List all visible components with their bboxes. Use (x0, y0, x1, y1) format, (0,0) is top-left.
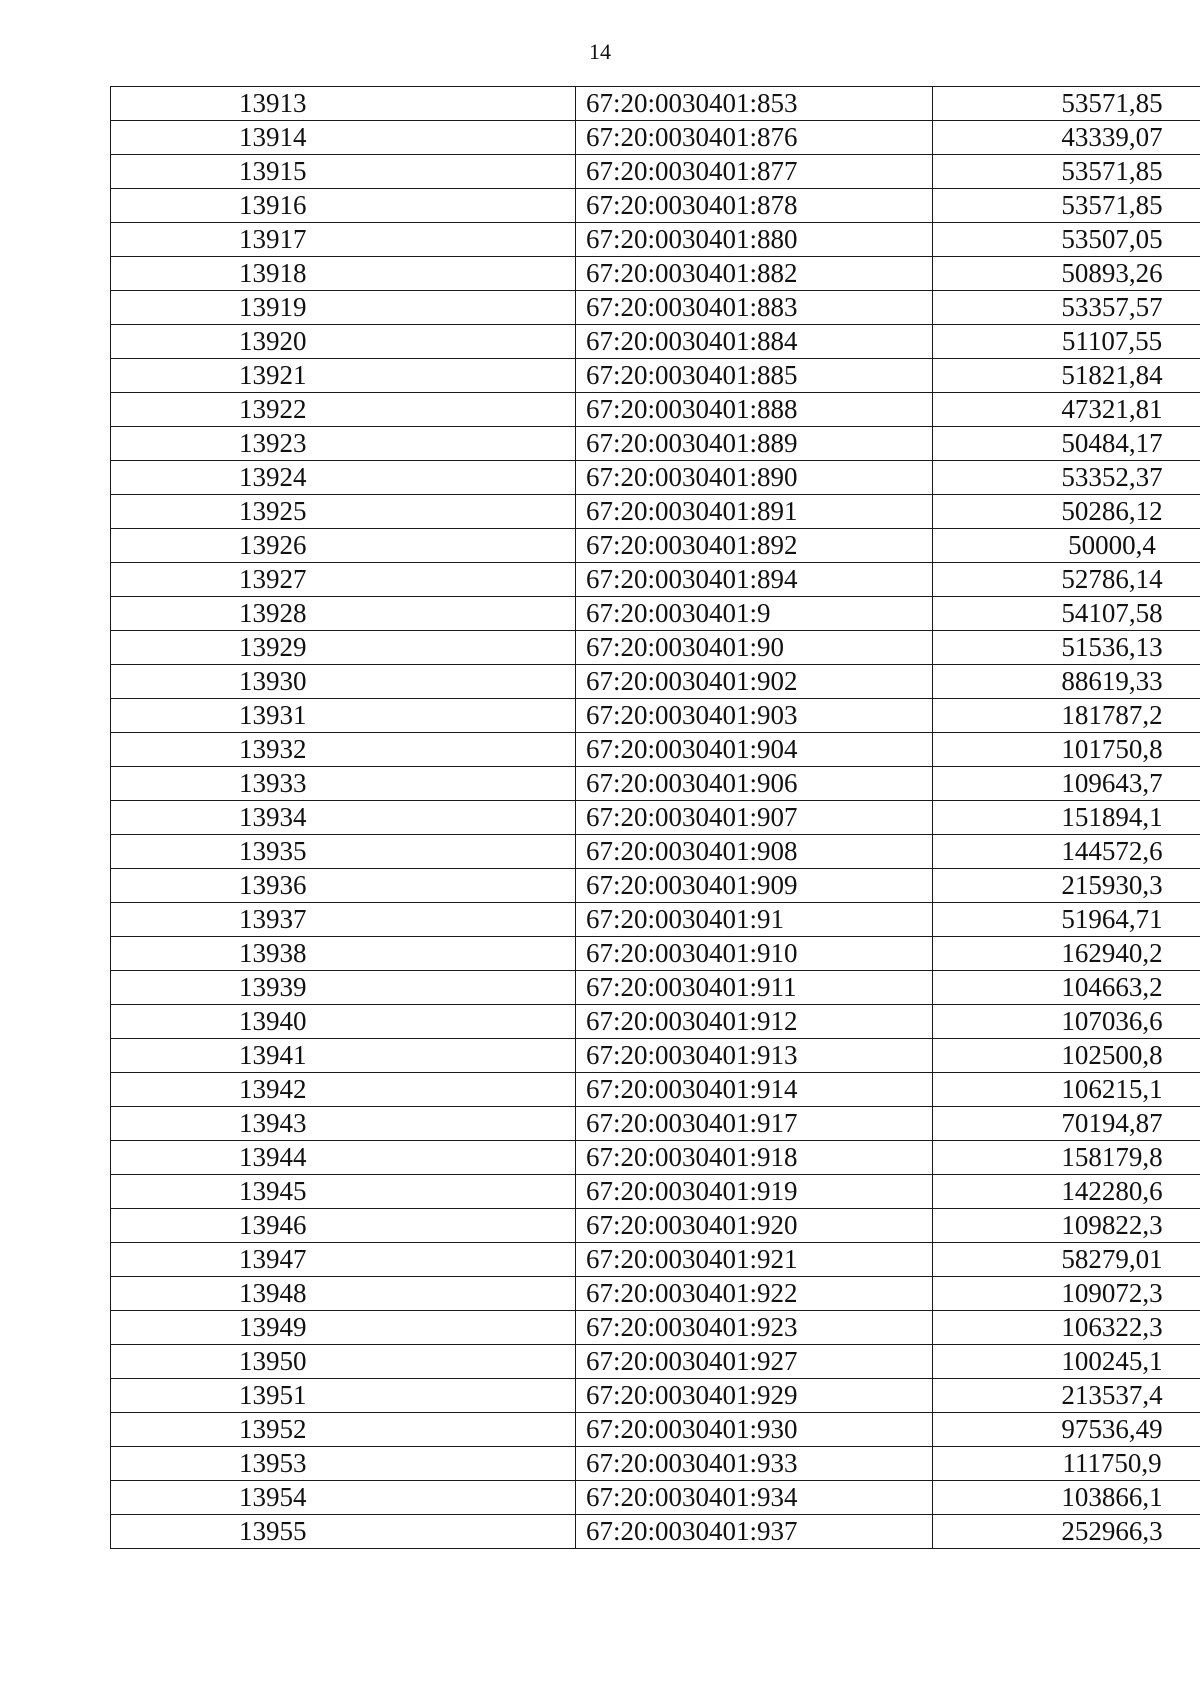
row-number-cell: 13923 (111, 427, 576, 461)
registry-table-body (111, 87, 1200, 1549)
cadastral-number-cell: 67:20:0030401:894 (576, 563, 933, 597)
cadastral-value-cell: 50893,26 (933, 257, 1200, 291)
table-row (111, 1379, 1200, 1413)
table-row (111, 1311, 1200, 1345)
table-row (111, 1005, 1200, 1039)
table-row (111, 733, 1200, 767)
cadastral-number-cell: 67:20:0030401:921 (576, 1243, 933, 1277)
row-number-cell: 13935 (111, 835, 576, 869)
cadastral-number-cell: 67:20:0030401:892 (576, 529, 933, 563)
row-number-cell: 13918 (111, 257, 576, 291)
row-number-cell: 13927 (111, 563, 576, 597)
table-row (111, 189, 1200, 223)
row-number-cell: 13916 (111, 189, 576, 223)
table-row (111, 1039, 1200, 1073)
row-number-cell: 13926 (111, 529, 576, 563)
row-number-cell: 13919 (111, 291, 576, 325)
cadastral-value-cell: 107036,6 (933, 1005, 1200, 1039)
cadastral-value-cell: 50286,12 (933, 495, 1200, 529)
row-number-cell: 13948 (111, 1277, 576, 1311)
cadastral-value-cell: 109822,3 (933, 1209, 1200, 1243)
row-number-cell: 13937 (111, 903, 576, 937)
cadastral-number-cell: 67:20:0030401:882 (576, 257, 933, 291)
table-row (111, 1209, 1200, 1243)
table-row (111, 801, 1200, 835)
cadastral-number-cell: 67:20:0030401:909 (576, 869, 933, 903)
row-number-cell: 13951 (111, 1379, 576, 1413)
row-number-cell: 13922 (111, 393, 576, 427)
cadastral-number-cell: 67:20:0030401:910 (576, 937, 933, 971)
cadastral-value-cell: 50000,4 (933, 529, 1200, 563)
cadastral-value-cell: 162940,2 (933, 937, 1200, 971)
row-number-cell: 13934 (111, 801, 576, 835)
row-number-cell: 13947 (111, 1243, 576, 1277)
table-row (111, 495, 1200, 529)
table-row (111, 1413, 1200, 1447)
cadastral-number-cell: 67:20:0030401:877 (576, 155, 933, 189)
row-number-cell: 13942 (111, 1073, 576, 1107)
cadastral-value-cell: 88619,33 (933, 665, 1200, 699)
cadastral-number-cell: 67:20:0030401:912 (576, 1005, 933, 1039)
cadastral-number-cell: 67:20:0030401:888 (576, 393, 933, 427)
table-row (111, 563, 1200, 597)
cadastral-number-cell: 67:20:0030401:927 (576, 1345, 933, 1379)
cadastral-number-cell: 67:20:0030401:934 (576, 1481, 933, 1515)
cadastral-value-cell: 50484,17 (933, 427, 1200, 461)
cadastral-number-cell: 67:20:0030401:891 (576, 495, 933, 529)
cadastral-number-cell: 67:20:0030401:884 (576, 325, 933, 359)
cadastral-number-cell: 67:20:0030401:878 (576, 189, 933, 223)
cadastral-value-cell: 106215,1 (933, 1073, 1200, 1107)
cadastral-value-cell: 101750,8 (933, 733, 1200, 767)
row-number-cell: 13953 (111, 1447, 576, 1481)
table-row (111, 1141, 1200, 1175)
row-number-cell: 13928 (111, 597, 576, 631)
table-row (111, 767, 1200, 801)
cadastral-number-cell: 67:20:0030401:914 (576, 1073, 933, 1107)
cadastral-number-cell: 67:20:0030401:929 (576, 1379, 933, 1413)
row-number-cell: 13936 (111, 869, 576, 903)
cadastral-value-cell: 151894,1 (933, 801, 1200, 835)
cadastral-value-cell: 53571,85 (933, 87, 1200, 121)
cadastral-number-cell: 67:20:0030401:880 (576, 223, 933, 257)
row-number-cell: 13931 (111, 699, 576, 733)
cadastral-value-cell: 142280,6 (933, 1175, 1200, 1209)
table-row (111, 359, 1200, 393)
cadastral-number-cell: 67:20:0030401:91 (576, 903, 933, 937)
table-row (111, 461, 1200, 495)
cadastral-value-cell: 158179,8 (933, 1141, 1200, 1175)
table-row (111, 903, 1200, 937)
row-number-cell: 13939 (111, 971, 576, 1005)
row-number-cell: 13920 (111, 325, 576, 359)
cadastral-value-cell: 53352,37 (933, 461, 1200, 495)
row-number-cell: 13941 (111, 1039, 576, 1073)
cadastral-number-cell: 67:20:0030401:908 (576, 835, 933, 869)
table-row (111, 699, 1200, 733)
table-row (111, 87, 1200, 121)
table-row (111, 1107, 1200, 1141)
row-number-cell: 13946 (111, 1209, 576, 1243)
cadastral-value-cell: 51107,55 (933, 325, 1200, 359)
row-number-cell: 13955 (111, 1515, 576, 1549)
cadastral-value-cell: 109643,7 (933, 767, 1200, 801)
cadastral-value-cell: 111750,9 (933, 1447, 1200, 1481)
table-row (111, 427, 1200, 461)
cadastral-number-cell: 67:20:0030401:904 (576, 733, 933, 767)
cadastral-number-cell: 67:20:0030401:90 (576, 631, 933, 665)
row-number-cell: 13943 (111, 1107, 576, 1141)
cadastral-number-cell: 67:20:0030401:930 (576, 1413, 933, 1447)
cadastral-number-cell: 67:20:0030401:907 (576, 801, 933, 835)
row-number-cell: 13914 (111, 121, 576, 155)
cadastral-number-cell: 67:20:0030401:903 (576, 699, 933, 733)
table-row (111, 665, 1200, 699)
cadastral-value-cell: 106322,3 (933, 1311, 1200, 1345)
cadastral-value-cell: 47321,81 (933, 393, 1200, 427)
cadastral-number-cell: 67:20:0030401:911 (576, 971, 933, 1005)
row-number-cell: 13925 (111, 495, 576, 529)
table-row (111, 1073, 1200, 1107)
cadastral-number-cell: 67:20:0030401:883 (576, 291, 933, 325)
table-row (111, 529, 1200, 563)
table-row (111, 291, 1200, 325)
table-row (111, 1447, 1200, 1481)
cadastral-value-cell: 51964,71 (933, 903, 1200, 937)
table-row (111, 155, 1200, 189)
table-row (111, 223, 1200, 257)
table-row (111, 597, 1200, 631)
row-number-cell: 13930 (111, 665, 576, 699)
cadastral-value-cell: 215930,3 (933, 869, 1200, 903)
table-row (111, 631, 1200, 665)
cadastral-number-cell: 67:20:0030401:917 (576, 1107, 933, 1141)
cadastral-value-cell: 58279,01 (933, 1243, 1200, 1277)
table-row (111, 835, 1200, 869)
cadastral-value-cell: 53357,57 (933, 291, 1200, 325)
cadastral-number-cell: 67:20:0030401:902 (576, 665, 933, 699)
row-number-cell: 13952 (111, 1413, 576, 1447)
registry-table (110, 86, 1200, 1549)
row-number-cell: 13913 (111, 87, 576, 121)
row-number-cell: 13933 (111, 767, 576, 801)
cadastral-value-cell: 181787,2 (933, 699, 1200, 733)
cadastral-value-cell: 53571,85 (933, 155, 1200, 189)
cadastral-value-cell: 103866,1 (933, 1481, 1200, 1515)
cadastral-value-cell: 252966,3 (933, 1515, 1200, 1549)
cadastral-number-cell: 67:20:0030401:937 (576, 1515, 933, 1549)
cadastral-number-cell: 67:20:0030401:933 (576, 1447, 933, 1481)
cadastral-number-cell: 67:20:0030401:853 (576, 87, 933, 121)
row-number-cell: 13944 (111, 1141, 576, 1175)
cadastral-value-cell: 144572,6 (933, 835, 1200, 869)
row-number-cell: 13924 (111, 461, 576, 495)
row-number-cell: 13932 (111, 733, 576, 767)
row-number-cell: 13945 (111, 1175, 576, 1209)
row-number-cell: 13915 (111, 155, 576, 189)
cadastral-number-cell: 67:20:0030401:876 (576, 121, 933, 155)
page-number: 14 (589, 39, 611, 64)
row-number-cell: 13921 (111, 359, 576, 393)
cadastral-number-cell: 67:20:0030401:920 (576, 1209, 933, 1243)
cadastral-value-cell: 97536,49 (933, 1413, 1200, 1447)
table-row (111, 1481, 1200, 1515)
row-number-cell: 13940 (111, 1005, 576, 1039)
table-row (111, 325, 1200, 359)
row-number-cell: 13954 (111, 1481, 576, 1515)
row-number-cell: 13929 (111, 631, 576, 665)
table-row (111, 121, 1200, 155)
table-row (111, 937, 1200, 971)
table-row (111, 1243, 1200, 1277)
cadastral-value-cell: 51821,84 (933, 359, 1200, 393)
cadastral-number-cell: 67:20:0030401:913 (576, 1039, 933, 1073)
cadastral-number-cell: 67:20:0030401:923 (576, 1311, 933, 1345)
table-row (111, 1277, 1200, 1311)
table-row (111, 257, 1200, 291)
cadastral-value-cell: 53571,85 (933, 189, 1200, 223)
table-row (111, 1345, 1200, 1379)
table-row (111, 971, 1200, 1005)
table-row (111, 393, 1200, 427)
cadastral-number-cell: 67:20:0030401:885 (576, 359, 933, 393)
cadastral-number-cell: 67:20:0030401:890 (576, 461, 933, 495)
table-row (111, 1175, 1200, 1209)
registry-table-container (110, 86, 1163, 1549)
cadastral-value-cell: 52786,14 (933, 563, 1200, 597)
cadastral-number-cell: 67:20:0030401:9 (576, 597, 933, 631)
cadastral-value-cell: 70194,87 (933, 1107, 1200, 1141)
cadastral-value-cell: 100245,1 (933, 1345, 1200, 1379)
cadastral-value-cell: 53507,05 (933, 223, 1200, 257)
cadastral-number-cell: 67:20:0030401:889 (576, 427, 933, 461)
cadastral-number-cell: 67:20:0030401:922 (576, 1277, 933, 1311)
cadastral-value-cell: 109072,3 (933, 1277, 1200, 1311)
cadastral-number-cell: 67:20:0030401:918 (576, 1141, 933, 1175)
cadastral-value-cell: 104663,2 (933, 971, 1200, 1005)
table-row (111, 1515, 1200, 1549)
row-number-cell: 13950 (111, 1345, 576, 1379)
cadastral-number-cell: 67:20:0030401:919 (576, 1175, 933, 1209)
cadastral-value-cell: 43339,07 (933, 121, 1200, 155)
cadastral-value-cell: 102500,8 (933, 1039, 1200, 1073)
cadastral-number-cell: 67:20:0030401:906 (576, 767, 933, 801)
row-number-cell: 13917 (111, 223, 576, 257)
cadastral-value-cell: 54107,58 (933, 597, 1200, 631)
cadastral-value-cell: 213537,4 (933, 1379, 1200, 1413)
table-row (111, 869, 1200, 903)
cadastral-value-cell: 51536,13 (933, 631, 1200, 665)
row-number-cell: 13949 (111, 1311, 576, 1345)
row-number-cell: 13938 (111, 937, 576, 971)
